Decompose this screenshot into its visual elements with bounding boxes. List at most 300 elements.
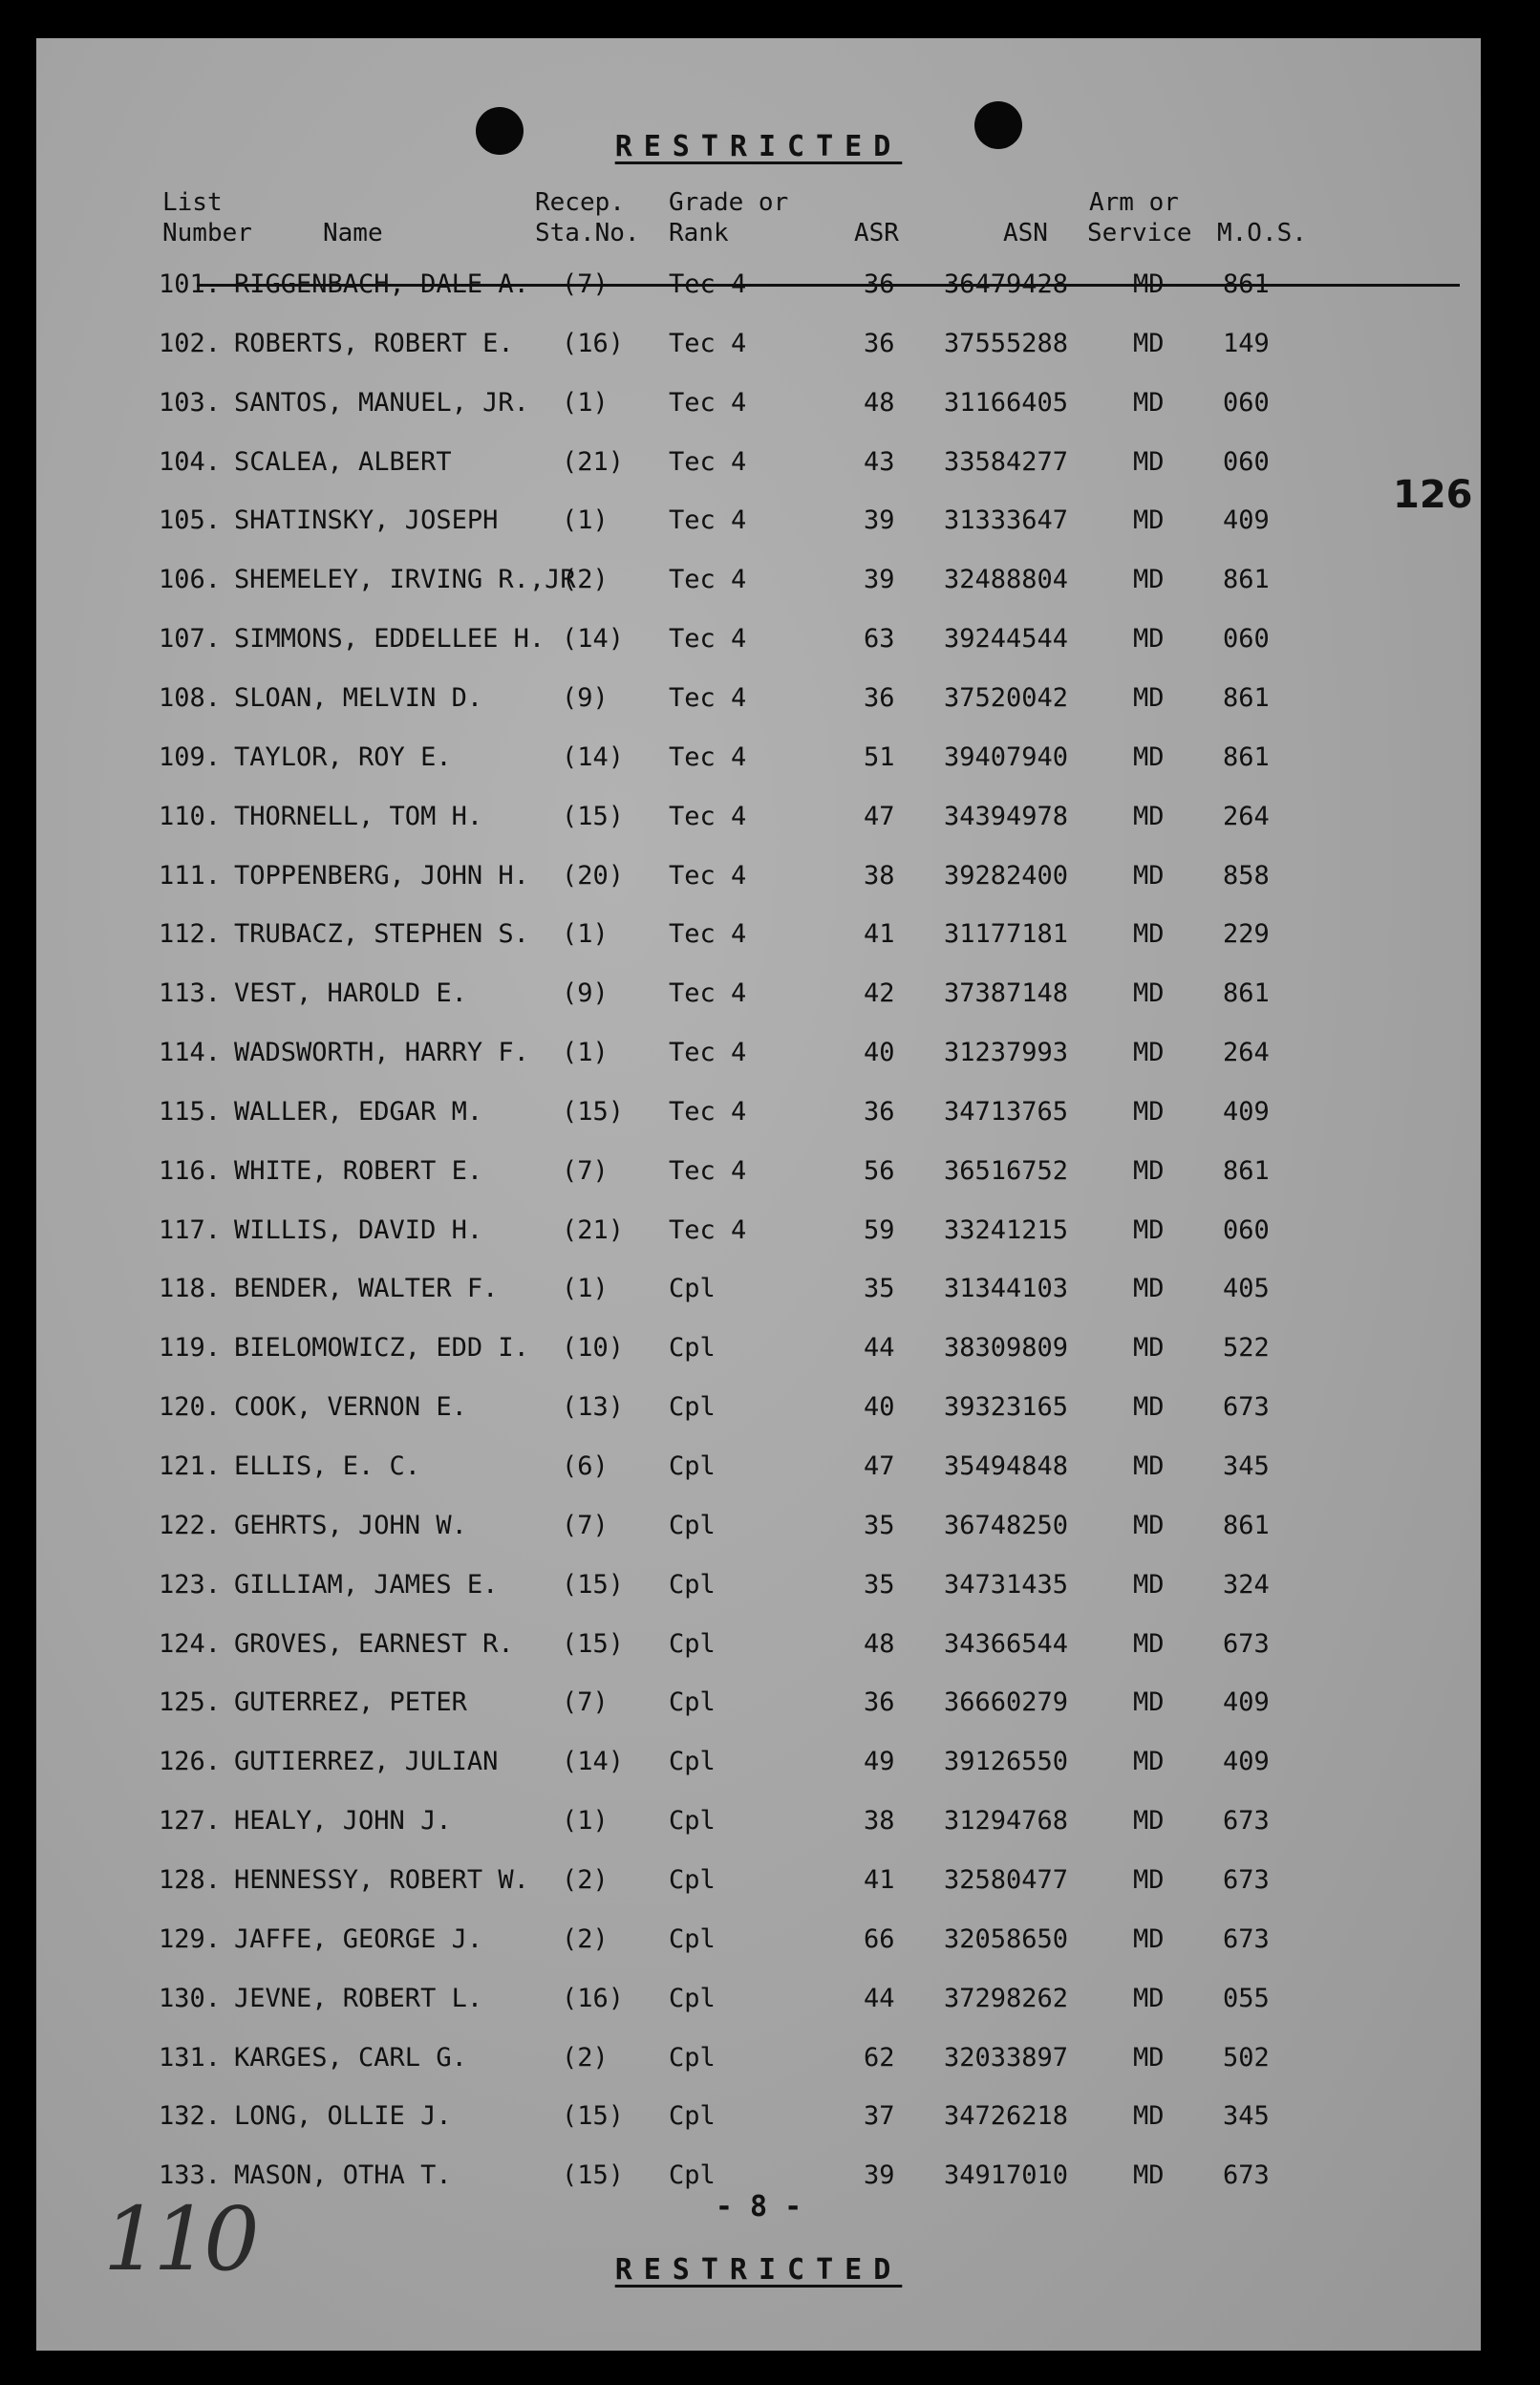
cell-mos: 861 (1223, 269, 1270, 299)
cell-grade: Cpl (669, 1983, 716, 2013)
cell-asr: 39 (864, 2160, 895, 2191)
cell-name: LONG, OLLIE J. (234, 2101, 452, 2132)
cell-reception-station: (7) (562, 1155, 609, 1186)
cell-reception-station: (7) (562, 1687, 609, 1718)
cell-asr: 39 (864, 505, 895, 536)
cell-list-number: 113. (159, 978, 222, 1009)
cell-name: BENDER, WALTER F. (234, 1274, 499, 1304)
cell-grade: Tec 4 (669, 1155, 747, 1186)
document-page (36, 38, 1481, 2351)
cell-asn: 34731435 (944, 1569, 1069, 1600)
cell-name: WILLIS, DAVID H. (234, 1214, 483, 1245)
cell-arm-service: MD (1133, 269, 1165, 299)
cell-list-number: 123. (159, 1569, 222, 1600)
handwritten-mark: 110 (103, 2188, 254, 2290)
cell-grade: Cpl (669, 1274, 716, 1304)
cell-name: GEHRTS, JOHN W. (234, 1510, 467, 1540)
cell-asn: 33584277 (944, 446, 1069, 477)
cell-arm-service: MD (1133, 1155, 1165, 1186)
table-row (36, 679, 1481, 718)
cell-asr: 44 (864, 1983, 895, 2013)
cell-list-number: 133. (159, 2160, 222, 2191)
cell-asn: 32580477 (944, 1864, 1069, 1895)
cell-list-number: 101. (159, 269, 222, 299)
cell-grade: Cpl (669, 1451, 716, 1481)
cell-asn: 37298262 (944, 1983, 1069, 2013)
classification-bottom: RESTRICTED (614, 2253, 903, 2287)
cell-asr: 40 (864, 1392, 895, 1423)
cell-grade: Tec 4 (669, 387, 747, 418)
cell-grade: Tec 4 (669, 328, 747, 358)
cell-list-number: 107. (159, 624, 222, 655)
table-row (36, 1921, 1481, 1959)
cell-name: SHATINSKY, JOSEPH (234, 505, 499, 536)
cell-mos: 055 (1223, 1983, 1270, 2013)
cell-arm-service: MD (1133, 1864, 1165, 1895)
cell-list-number: 119. (159, 1333, 222, 1364)
cell-list-number: 132. (159, 2101, 222, 2132)
table-row (36, 1448, 1481, 1486)
table-row (36, 1980, 1481, 2018)
cell-asn: 35494848 (944, 1451, 1069, 1481)
cell-grade: Tec 4 (669, 1038, 747, 1068)
cell-mos: 264 (1223, 801, 1270, 831)
cell-list-number: 116. (159, 1155, 222, 1186)
cell-name: WHITE, ROBERT E. (234, 1155, 483, 1186)
cell-reception-station: (1) (562, 1806, 609, 1837)
cell-asr: 35 (864, 1274, 895, 1304)
cell-name: GROVES, EARNEST R. (234, 1628, 514, 1659)
cell-grade: Tec 4 (669, 919, 747, 950)
header-asr: ASR (854, 219, 899, 247)
cell-name: TRUBACZ, STEPHEN S. (234, 919, 529, 950)
table-row (36, 1093, 1481, 1131)
cell-grade: Cpl (669, 1392, 716, 1423)
cell-grade: Tec 4 (669, 978, 747, 1009)
cell-asn: 37520042 (944, 682, 1069, 713)
cell-mos: 060 (1223, 624, 1270, 655)
cell-reception-station: (16) (562, 328, 625, 358)
cell-arm-service: MD (1133, 2101, 1165, 2132)
table-row (36, 561, 1481, 599)
cell-asr: 48 (864, 387, 895, 418)
cell-asn: 32488804 (944, 565, 1069, 595)
cell-arm-service: MD (1133, 387, 1165, 418)
cell-asr: 38 (864, 1806, 895, 1837)
side-mark: 126 (1393, 473, 1473, 517)
cell-reception-station: (1) (562, 1038, 609, 1068)
cell-arm-service: MD (1133, 682, 1165, 713)
cell-mos: 861 (1223, 1510, 1270, 1540)
cell-asn: 39126550 (944, 1747, 1069, 1777)
cell-asn: 31294768 (944, 1806, 1069, 1837)
cell-reception-station: (1) (562, 387, 609, 418)
cell-name: JEVNE, ROBERT L. (234, 1983, 483, 2013)
cell-asn: 34713765 (944, 1096, 1069, 1127)
cell-asn: 34917010 (944, 2160, 1069, 2191)
cell-arm-service: MD (1133, 1628, 1165, 1659)
classification-top: RESTRICTED (614, 130, 903, 163)
cell-asr: 36 (864, 328, 895, 358)
cell-asn: 39323165 (944, 1392, 1069, 1423)
table-row (36, 739, 1481, 777)
cell-asn: 36479428 (944, 269, 1069, 299)
cell-list-number: 110. (159, 801, 222, 831)
cell-list-number: 124. (159, 1628, 222, 1659)
cell-arm-service: MD (1133, 1096, 1165, 1127)
table-row (36, 975, 1481, 1013)
cell-asn: 39244544 (944, 624, 1069, 655)
cell-name: SIMMONS, EDDELLEE H. (234, 624, 545, 655)
cell-asr: 66 (864, 1923, 895, 1954)
cell-list-number: 108. (159, 682, 222, 713)
cell-arm-service: MD (1133, 624, 1165, 655)
cell-arm-service: MD (1133, 741, 1165, 772)
cell-list-number: 109. (159, 741, 222, 772)
cell-reception-station: (13) (562, 1392, 625, 1423)
cell-mos: 149 (1223, 328, 1270, 358)
header-asn: ASN (1003, 219, 1048, 247)
cell-name: RIGGENBACH, DALE A. (234, 269, 529, 299)
cell-grade: Tec 4 (669, 505, 747, 536)
cell-asr: 36 (864, 1096, 895, 1127)
cell-asn: 36660279 (944, 1687, 1069, 1718)
cell-arm-service: MD (1133, 446, 1165, 477)
table-row (36, 798, 1481, 836)
cell-reception-station: (1) (562, 919, 609, 950)
cell-asn: 31333647 (944, 505, 1069, 536)
cell-reception-station: (15) (562, 801, 625, 831)
cell-mos: 060 (1223, 387, 1270, 418)
cell-reception-station: (15) (562, 1096, 625, 1127)
cell-list-number: 126. (159, 1747, 222, 1777)
cell-mos: 858 (1223, 860, 1270, 891)
cell-arm-service: MD (1133, 1569, 1165, 1600)
table-row (36, 1625, 1481, 1664)
header-list-number: List Number (162, 188, 252, 247)
cell-name: WALLER, EDGAR M. (234, 1096, 483, 1127)
cell-arm-service: MD (1133, 1923, 1165, 1954)
cell-mos: 324 (1223, 1569, 1270, 1600)
cell-reception-station: (7) (562, 269, 609, 299)
cell-grade: Tec 4 (669, 565, 747, 595)
cell-arm-service: MD (1133, 1510, 1165, 1540)
cell-arm-service: MD (1133, 1806, 1165, 1837)
cell-asn: 31166405 (944, 387, 1069, 418)
cell-asn: 39282400 (944, 860, 1069, 891)
cell-grade: Tec 4 (669, 446, 747, 477)
cell-name: SANTOS, MANUEL, JR. (234, 387, 529, 418)
cell-list-number: 106. (159, 565, 222, 595)
cell-arm-service: MD (1133, 505, 1165, 536)
cell-asn: 36748250 (944, 1510, 1069, 1540)
cell-asn: 37555288 (944, 328, 1069, 358)
cell-reception-station: (2) (562, 1864, 609, 1895)
header-name: Name (323, 219, 383, 247)
cell-asr: 36 (864, 682, 895, 713)
cell-name: TOPPENBERG, JOHN H. (234, 860, 529, 891)
cell-name: SCALEA, ALBERT (234, 446, 452, 477)
cell-list-number: 127. (159, 1806, 222, 1837)
header-recep-sta-no: Recep. Sta.No. (535, 188, 640, 247)
cell-reception-station: (15) (562, 1569, 625, 1600)
cell-asr: 44 (864, 1333, 895, 1364)
cell-mos: 345 (1223, 2101, 1270, 2132)
cell-grade: Cpl (669, 1864, 716, 1895)
cell-arm-service: MD (1133, 860, 1165, 891)
table-row (36, 325, 1481, 363)
cell-mos: 409 (1223, 505, 1270, 536)
cell-name: COOK, VERNON E. (234, 1392, 467, 1423)
cell-name: HENNESSY, ROBERT W. (234, 1864, 529, 1895)
cell-arm-service: MD (1133, 2160, 1165, 2191)
cell-asr: 47 (864, 1451, 895, 1481)
cell-list-number: 120. (159, 1392, 222, 1423)
cell-mos: 673 (1223, 1923, 1270, 1954)
table-row (36, 1388, 1481, 1427)
header-arm-or-service: Arm or Service (1087, 188, 1192, 247)
cell-reception-station: (9) (562, 682, 609, 713)
cell-arm-service: MD (1133, 1392, 1165, 1423)
cell-name: MASON, OTHA T. (234, 2160, 452, 2191)
cell-asn: 39407940 (944, 741, 1069, 772)
table-row (36, 1566, 1481, 1604)
cell-grade: Cpl (669, 1687, 716, 1718)
cell-mos: 861 (1223, 1155, 1270, 1186)
table-row (36, 1212, 1481, 1250)
cell-mos: 405 (1223, 1274, 1270, 1304)
cell-mos: 060 (1223, 1214, 1270, 1245)
cell-asn: 38309809 (944, 1333, 1069, 1364)
cell-name: TAYLOR, ROY E. (234, 741, 452, 772)
cell-asn: 32058650 (944, 1923, 1069, 1954)
cell-name: THORNELL, TOM H. (234, 801, 483, 831)
cell-asr: 35 (864, 1510, 895, 1540)
cell-asn: 31177181 (944, 919, 1069, 950)
cell-grade: Cpl (669, 1569, 716, 1600)
table-row (36, 620, 1481, 658)
cell-list-number: 129. (159, 1923, 222, 1954)
header-grade-or-rank: Grade or Rank (669, 188, 789, 247)
cell-asn: 37387148 (944, 978, 1069, 1009)
cell-mos: 673 (1223, 1864, 1270, 1895)
cell-grade: Tec 4 (669, 269, 747, 299)
cell-list-number: 103. (159, 387, 222, 418)
cell-grade: Tec 4 (669, 1096, 747, 1127)
cell-arm-service: MD (1133, 1983, 1165, 2013)
cell-arm-service: MD (1133, 1274, 1165, 1304)
cell-reception-station: (10) (562, 1333, 625, 1364)
cell-grade: Cpl (669, 2042, 716, 2073)
cell-asn: 34726218 (944, 2101, 1069, 2132)
cell-asr: 37 (864, 2101, 895, 2132)
cell-arm-service: MD (1133, 801, 1165, 831)
cell-arm-service: MD (1133, 1333, 1165, 1364)
table-row (36, 502, 1481, 540)
cell-asr: 39 (864, 565, 895, 595)
cell-arm-service: MD (1133, 1214, 1165, 1245)
table-row (36, 266, 1481, 304)
cell-arm-service: MD (1133, 978, 1165, 1009)
cell-list-number: 115. (159, 1096, 222, 1127)
cell-mos: 502 (1223, 2042, 1270, 2073)
cell-arm-service: MD (1133, 1687, 1165, 1718)
cell-reception-station: (14) (562, 741, 625, 772)
cell-grade: Cpl (669, 1333, 716, 1364)
cell-grade: Tec 4 (669, 1214, 747, 1245)
table-row (36, 443, 1481, 482)
cell-asr: 47 (864, 801, 895, 831)
table-row (36, 1329, 1481, 1367)
cell-asr: 40 (864, 1038, 895, 1068)
cell-list-number: 114. (159, 1038, 222, 1068)
cell-list-number: 105. (159, 505, 222, 536)
cell-reception-station: (20) (562, 860, 625, 891)
table-row (36, 2097, 1481, 2136)
cell-arm-service: MD (1133, 328, 1165, 358)
cell-asr: 43 (864, 446, 895, 477)
cell-name: GUTERREZ, PETER (234, 1687, 467, 1718)
cell-list-number: 130. (159, 1983, 222, 2013)
cell-arm-service: MD (1133, 1038, 1165, 1068)
table-row (36, 384, 1481, 422)
cell-reception-station: (15) (562, 2101, 625, 2132)
table-row (36, 1507, 1481, 1545)
cell-asr: 38 (864, 860, 895, 891)
cell-reception-station: (21) (562, 446, 625, 477)
cell-name: ELLIS, E. C. (234, 1451, 421, 1481)
cell-mos: 861 (1223, 565, 1270, 595)
cell-grade: Cpl (669, 1510, 716, 1540)
table-row (36, 1802, 1481, 1840)
cell-list-number: 121. (159, 1451, 222, 1481)
cell-arm-service: MD (1133, 919, 1165, 950)
table-row (36, 915, 1481, 954)
cell-mos: 229 (1223, 919, 1270, 950)
cell-reception-station: (14) (562, 1747, 625, 1777)
cell-mos: 522 (1223, 1333, 1270, 1364)
cell-asn: 32033897 (944, 2042, 1069, 2073)
cell-mos: 345 (1223, 1451, 1270, 1481)
cell-reception-station: (2) (562, 1923, 609, 1954)
cell-mos: 264 (1223, 1038, 1270, 1068)
cell-grade: Cpl (669, 2160, 716, 2191)
cell-grade: Cpl (669, 1628, 716, 1659)
cell-list-number: 128. (159, 1864, 222, 1895)
cell-mos: 861 (1223, 978, 1270, 1009)
cell-asr: 63 (864, 624, 895, 655)
cell-asr: 41 (864, 1864, 895, 1895)
cell-arm-service: MD (1133, 2042, 1165, 2073)
cell-list-number: 104. (159, 446, 222, 477)
cell-asr: 49 (864, 1747, 895, 1777)
header-mos: M.O.S. (1217, 219, 1307, 247)
cell-asr: 42 (864, 978, 895, 1009)
cell-reception-station: (9) (562, 978, 609, 1009)
cell-asr: 48 (864, 1628, 895, 1659)
cell-asr: 35 (864, 1569, 895, 1600)
cell-reception-station: (16) (562, 1983, 625, 2013)
cell-asr: 51 (864, 741, 895, 772)
cell-grade: Cpl (669, 1747, 716, 1777)
table-row (36, 1152, 1481, 1191)
cell-grade: Tec 4 (669, 682, 747, 713)
cell-grade: Tec 4 (669, 741, 747, 772)
cell-arm-service: MD (1133, 1451, 1165, 1481)
cell-asr: 41 (864, 919, 895, 950)
cell-asn: 34366544 (944, 1628, 1069, 1659)
cell-list-number: 102. (159, 328, 222, 358)
table-row (36, 1270, 1481, 1308)
cell-name: SLOAN, MELVIN D. (234, 682, 483, 713)
cell-grade: Tec 4 (669, 801, 747, 831)
cell-name: HEALY, JOHN J. (234, 1806, 452, 1837)
cell-name: JAFFE, GEORGE J. (234, 1923, 483, 1954)
cell-mos: 409 (1223, 1687, 1270, 1718)
cell-asn: 31344103 (944, 1274, 1069, 1304)
cell-reception-station: (1) (562, 1274, 609, 1304)
cell-name: VEST, HAROLD E. (234, 978, 467, 1009)
cell-asr: 59 (864, 1214, 895, 1245)
cell-reception-station: (15) (562, 2160, 625, 2191)
cell-name: ROBERTS, ROBERT E. (234, 328, 514, 358)
cell-list-number: 131. (159, 2042, 222, 2073)
table-row (36, 1684, 1481, 1722)
cell-reception-station: (1) (562, 505, 609, 536)
cell-list-number: 122. (159, 1510, 222, 1540)
cell-asr: 36 (864, 1687, 895, 1718)
cell-reception-station: (15) (562, 1628, 625, 1659)
cell-reception-station: (2) (562, 2042, 609, 2073)
cell-mos: 409 (1223, 1747, 1270, 1777)
cell-mos: 060 (1223, 446, 1270, 477)
cell-asr: 62 (864, 2042, 895, 2073)
cell-asn: 31237993 (944, 1038, 1069, 1068)
cell-name: BIELOMOWICZ, EDD I. (234, 1333, 529, 1364)
table-row (36, 1743, 1481, 1781)
cell-mos: 673 (1223, 1392, 1270, 1423)
cell-reception-station: (7) (562, 1510, 609, 1540)
cell-arm-service: MD (1133, 1747, 1165, 1777)
cell-asr: 56 (864, 1155, 895, 1186)
page-number: - 8 - (715, 2190, 802, 2224)
cell-name: GUTIERREZ, JULIAN (234, 1747, 499, 1777)
cell-mos: 861 (1223, 682, 1270, 713)
cell-list-number: 117. (159, 1214, 222, 1245)
cell-reception-station: (21) (562, 1214, 625, 1245)
cell-list-number: 111. (159, 860, 222, 891)
cell-mos: 673 (1223, 2160, 1270, 2191)
cell-arm-service: MD (1133, 565, 1165, 595)
table-row (36, 857, 1481, 895)
cell-reception-station: (2) (562, 565, 609, 595)
table-row (36, 1034, 1481, 1072)
cell-mos: 673 (1223, 1628, 1270, 1659)
cell-list-number: 118. (159, 1274, 222, 1304)
table-row (36, 1861, 1481, 1900)
cell-reception-station: (6) (562, 1451, 609, 1481)
cell-name: WADSWORTH, HARRY F. (234, 1038, 529, 1068)
cell-name: KARGES, CARL G. (234, 2042, 467, 2073)
cell-asn: 36516752 (944, 1155, 1069, 1186)
cell-grade: Cpl (669, 2101, 716, 2132)
cell-list-number: 125. (159, 1687, 222, 1718)
cell-list-number: 112. (159, 919, 222, 950)
cell-asn: 33241215 (944, 1214, 1069, 1245)
table-row (36, 2039, 1481, 2077)
cell-asr: 36 (864, 269, 895, 299)
cell-grade: Cpl (669, 1923, 716, 1954)
